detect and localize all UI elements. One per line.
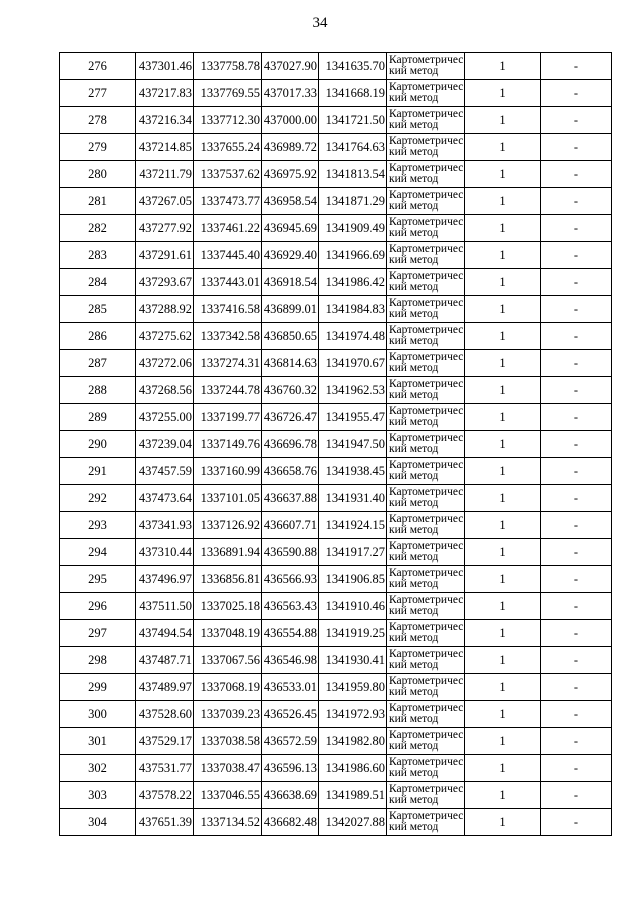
note-cell: - (541, 107, 612, 134)
table-row (60, 674, 612, 701)
note-cell: - (541, 674, 612, 701)
table-row (60, 593, 612, 620)
note-cell: - (541, 377, 612, 404)
note-cell: - (541, 161, 612, 188)
x-coordinate-cell: 437267.05 (136, 188, 194, 215)
x2-coordinate-cell: 436989.72 (262, 134, 319, 161)
x-coordinate-cell: 437310.44 (136, 539, 194, 566)
method-cell: Картометрический метод (387, 620, 465, 647)
y-coordinate-cell: 1337342.58 (194, 323, 262, 350)
accuracy-cell: 1 (465, 161, 541, 188)
note-cell: - (541, 431, 612, 458)
table-row (60, 107, 612, 134)
y2-coordinate-cell: 1341972.93 (319, 701, 387, 728)
x-coordinate-cell: 437487.71 (136, 647, 194, 674)
point-number-cell: 302 (60, 755, 136, 782)
x2-coordinate-cell: 436658.76 (262, 458, 319, 485)
point-number-cell: 282 (60, 215, 136, 242)
table-row (60, 809, 612, 836)
accuracy-cell: 1 (465, 404, 541, 431)
accuracy-cell: 1 (465, 566, 541, 593)
point-number-cell: 287 (60, 350, 136, 377)
note-cell: - (541, 809, 612, 836)
x-coordinate-cell: 437301.46 (136, 53, 194, 80)
x-coordinate-cell: 437489.97 (136, 674, 194, 701)
accuracy-cell: 1 (465, 674, 541, 701)
y-coordinate-cell: 1336891.94 (194, 539, 262, 566)
point-number-cell: 299 (60, 674, 136, 701)
table-row (60, 242, 612, 269)
x2-coordinate-cell: 436638.69 (262, 782, 319, 809)
y-coordinate-cell: 1337445.40 (194, 242, 262, 269)
point-number-cell: 297 (60, 620, 136, 647)
x-coordinate-cell: 437239.04 (136, 431, 194, 458)
note-cell: - (541, 755, 612, 782)
accuracy-cell: 1 (465, 80, 541, 107)
x2-coordinate-cell: 436566.93 (262, 566, 319, 593)
accuracy-cell: 1 (465, 107, 541, 134)
x-coordinate-cell: 437496.97 (136, 566, 194, 593)
x2-coordinate-cell: 437027.90 (262, 53, 319, 80)
page-number: 34 (312, 15, 328, 31)
accuracy-cell: 1 (465, 53, 541, 80)
x2-coordinate-cell: 436696.78 (262, 431, 319, 458)
accuracy-cell: 1 (465, 755, 541, 782)
x-coordinate-cell: 437217.83 (136, 80, 194, 107)
point-number-cell: 279 (60, 134, 136, 161)
y-coordinate-cell: 1337274.31 (194, 350, 262, 377)
table-row (60, 728, 612, 755)
table-row (60, 647, 612, 674)
table-row (60, 701, 612, 728)
table-row (60, 620, 612, 647)
method-cell: Картометрический метод (387, 161, 465, 188)
accuracy-cell: 1 (465, 242, 541, 269)
point-number-cell: 294 (60, 539, 136, 566)
table-row (60, 458, 612, 485)
note-cell: - (541, 80, 612, 107)
method-cell: Картометрический метод (387, 485, 465, 512)
x2-coordinate-cell: 436975.92 (262, 161, 319, 188)
accuracy-cell: 1 (465, 728, 541, 755)
x-coordinate-cell: 437651.39 (136, 809, 194, 836)
x2-coordinate-cell: 436929.40 (262, 242, 319, 269)
point-number-cell: 278 (60, 107, 136, 134)
method-cell: Картометрический метод (387, 593, 465, 620)
y-coordinate-cell: 1337048.19 (194, 620, 262, 647)
note-cell: - (541, 647, 612, 674)
x2-coordinate-cell: 436760.32 (262, 377, 319, 404)
table-row (60, 161, 612, 188)
table-row (60, 782, 612, 809)
y-coordinate-cell: 1337067.56 (194, 647, 262, 674)
x2-coordinate-cell: 436726.47 (262, 404, 319, 431)
method-cell: Картометрический метод (387, 404, 465, 431)
y2-coordinate-cell: 1341909.49 (319, 215, 387, 242)
table-row (60, 431, 612, 458)
y-coordinate-cell: 1337244.78 (194, 377, 262, 404)
y2-coordinate-cell: 1341668.19 (319, 80, 387, 107)
y-coordinate-cell: 1337025.18 (194, 593, 262, 620)
point-number-cell: 301 (60, 728, 136, 755)
point-number-cell: 277 (60, 80, 136, 107)
x2-coordinate-cell: 436682.48 (262, 809, 319, 836)
note-cell: - (541, 458, 612, 485)
method-cell: Картометрический метод (387, 242, 465, 269)
accuracy-cell: 1 (465, 539, 541, 566)
y-coordinate-cell: 1337046.55 (194, 782, 262, 809)
table-row (60, 404, 612, 431)
point-number-cell: 300 (60, 701, 136, 728)
note-cell: - (541, 215, 612, 242)
accuracy-cell: 1 (465, 377, 541, 404)
point-number-cell: 296 (60, 593, 136, 620)
x2-coordinate-cell: 436596.13 (262, 755, 319, 782)
x2-coordinate-cell: 437017.33 (262, 80, 319, 107)
x-coordinate-cell: 437511.50 (136, 593, 194, 620)
method-cell: Картометрический метод (387, 134, 465, 161)
point-number-cell: 290 (60, 431, 136, 458)
note-cell: - (541, 782, 612, 809)
method-cell: Картометрический метод (387, 107, 465, 134)
y2-coordinate-cell: 1341917.27 (319, 539, 387, 566)
y-coordinate-cell: 1337149.76 (194, 431, 262, 458)
x-coordinate-cell: 437578.22 (136, 782, 194, 809)
x2-coordinate-cell: 436590.88 (262, 539, 319, 566)
y2-coordinate-cell: 1341813.54 (319, 161, 387, 188)
y2-coordinate-cell: 1341984.83 (319, 296, 387, 323)
accuracy-cell: 1 (465, 134, 541, 161)
x2-coordinate-cell: 436814.63 (262, 350, 319, 377)
y2-coordinate-cell: 1341930.41 (319, 647, 387, 674)
x2-coordinate-cell: 436533.01 (262, 674, 319, 701)
x-coordinate-cell: 437277.92 (136, 215, 194, 242)
x-coordinate-cell: 437216.34 (136, 107, 194, 134)
method-cell: Картометрический метод (387, 269, 465, 296)
table-row (60, 269, 612, 296)
y-coordinate-cell: 1337769.55 (194, 80, 262, 107)
table-row (60, 53, 612, 80)
table-row (60, 512, 612, 539)
point-number-cell: 281 (60, 188, 136, 215)
y2-coordinate-cell: 1341919.25 (319, 620, 387, 647)
point-number-cell: 276 (60, 53, 136, 80)
note-cell: - (541, 593, 612, 620)
y2-coordinate-cell: 1341974.48 (319, 323, 387, 350)
accuracy-cell: 1 (465, 269, 541, 296)
y2-coordinate-cell: 1341959.80 (319, 674, 387, 701)
y2-coordinate-cell: 1341970.67 (319, 350, 387, 377)
table-row (60, 323, 612, 350)
x-coordinate-cell: 437494.54 (136, 620, 194, 647)
accuracy-cell: 1 (465, 782, 541, 809)
y2-coordinate-cell: 1341966.69 (319, 242, 387, 269)
accuracy-cell: 1 (465, 431, 541, 458)
note-cell: - (541, 404, 612, 431)
method-cell: Картометрический метод (387, 512, 465, 539)
method-cell: Картометрический метод (387, 431, 465, 458)
x-coordinate-cell: 437531.77 (136, 755, 194, 782)
note-cell: - (541, 566, 612, 593)
x2-coordinate-cell: 436554.88 (262, 620, 319, 647)
x2-coordinate-cell: 436850.65 (262, 323, 319, 350)
x2-coordinate-cell: 436899.01 (262, 296, 319, 323)
x-coordinate-cell: 437473.64 (136, 485, 194, 512)
method-cell: Картометрический метод (387, 701, 465, 728)
x-coordinate-cell: 437291.61 (136, 242, 194, 269)
point-number-cell: 303 (60, 782, 136, 809)
accuracy-cell: 1 (465, 620, 541, 647)
point-number-cell: 289 (60, 404, 136, 431)
table-row (60, 755, 612, 782)
y2-coordinate-cell: 1341924.15 (319, 512, 387, 539)
coordinates-table (59, 52, 612, 836)
note-cell: - (541, 296, 612, 323)
y-coordinate-cell: 1337038.58 (194, 728, 262, 755)
x-coordinate-cell: 437214.85 (136, 134, 194, 161)
method-cell: Картометрический метод (387, 728, 465, 755)
accuracy-cell: 1 (465, 512, 541, 539)
point-number-cell: 292 (60, 485, 136, 512)
note-cell: - (541, 539, 612, 566)
method-cell: Картометрический метод (387, 323, 465, 350)
y2-coordinate-cell: 1341962.53 (319, 377, 387, 404)
x-coordinate-cell: 437268.56 (136, 377, 194, 404)
method-cell: Картометрический метод (387, 377, 465, 404)
y-coordinate-cell: 1337101.05 (194, 485, 262, 512)
accuracy-cell: 1 (465, 485, 541, 512)
point-number-cell: 284 (60, 269, 136, 296)
y-coordinate-cell: 1337473.77 (194, 188, 262, 215)
point-number-cell: 295 (60, 566, 136, 593)
table-row (60, 377, 612, 404)
note-cell: - (541, 269, 612, 296)
point-number-cell: 288 (60, 377, 136, 404)
table-row (60, 350, 612, 377)
point-number-cell: 285 (60, 296, 136, 323)
y-coordinate-cell: 1337038.47 (194, 755, 262, 782)
y-coordinate-cell: 1337160.99 (194, 458, 262, 485)
y2-coordinate-cell: 1341947.50 (319, 431, 387, 458)
y-coordinate-cell: 1336856.81 (194, 566, 262, 593)
accuracy-cell: 1 (465, 215, 541, 242)
note-cell: - (541, 242, 612, 269)
y-coordinate-cell: 1337758.78 (194, 53, 262, 80)
note-cell: - (541, 350, 612, 377)
x-coordinate-cell: 437457.59 (136, 458, 194, 485)
y2-coordinate-cell: 1341989.51 (319, 782, 387, 809)
method-cell: Картометрический метод (387, 755, 465, 782)
x-coordinate-cell: 437255.00 (136, 404, 194, 431)
x2-coordinate-cell: 436918.54 (262, 269, 319, 296)
x2-coordinate-cell: 436945.69 (262, 215, 319, 242)
accuracy-cell: 1 (465, 323, 541, 350)
y2-coordinate-cell: 1341635.70 (319, 53, 387, 80)
y2-coordinate-cell: 1341986.60 (319, 755, 387, 782)
method-cell: Картометрический метод (387, 458, 465, 485)
y-coordinate-cell: 1337134.52 (194, 809, 262, 836)
method-cell: Картометрический метод (387, 647, 465, 674)
x2-coordinate-cell: 436546.98 (262, 647, 319, 674)
accuracy-cell: 1 (465, 296, 541, 323)
note-cell: - (541, 485, 612, 512)
x-coordinate-cell: 437341.93 (136, 512, 194, 539)
note-cell: - (541, 512, 612, 539)
x-coordinate-cell: 437528.60 (136, 701, 194, 728)
point-number-cell: 298 (60, 647, 136, 674)
method-cell: Картометрический метод (387, 53, 465, 80)
method-cell: Картометрический метод (387, 782, 465, 809)
note-cell: - (541, 701, 612, 728)
y-coordinate-cell: 1337068.19 (194, 674, 262, 701)
x2-coordinate-cell: 436958.54 (262, 188, 319, 215)
y2-coordinate-cell: 1341871.29 (319, 188, 387, 215)
x2-coordinate-cell: 436572.59 (262, 728, 319, 755)
point-number-cell: 293 (60, 512, 136, 539)
y2-coordinate-cell: 1341938.45 (319, 458, 387, 485)
y2-coordinate-cell: 1341931.40 (319, 485, 387, 512)
accuracy-cell: 1 (465, 593, 541, 620)
y2-coordinate-cell: 1341764.63 (319, 134, 387, 161)
y2-coordinate-cell: 1341986.42 (319, 269, 387, 296)
table-row (60, 80, 612, 107)
point-number-cell: 304 (60, 809, 136, 836)
table-row (60, 188, 612, 215)
x-coordinate-cell: 437275.62 (136, 323, 194, 350)
y-coordinate-cell: 1337039.23 (194, 701, 262, 728)
point-number-cell: 286 (60, 323, 136, 350)
x2-coordinate-cell: 436526.45 (262, 701, 319, 728)
x-coordinate-cell: 437272.06 (136, 350, 194, 377)
note-cell: - (541, 728, 612, 755)
table-row (60, 215, 612, 242)
y2-coordinate-cell: 1342027.88 (319, 809, 387, 836)
method-cell: Картометрический метод (387, 674, 465, 701)
note-cell: - (541, 134, 612, 161)
method-cell: Картометрический метод (387, 539, 465, 566)
y2-coordinate-cell: 1341721.50 (319, 107, 387, 134)
method-cell: Картометрический метод (387, 215, 465, 242)
x-coordinate-cell: 437288.92 (136, 296, 194, 323)
y-coordinate-cell: 1337126.92 (194, 512, 262, 539)
method-cell: Картометрический метод (387, 296, 465, 323)
y2-coordinate-cell: 1341910.46 (319, 593, 387, 620)
method-cell: Картометрический метод (387, 566, 465, 593)
accuracy-cell: 1 (465, 701, 541, 728)
y-coordinate-cell: 1337461.22 (194, 215, 262, 242)
note-cell: - (541, 53, 612, 80)
y-coordinate-cell: 1337443.01 (194, 269, 262, 296)
table-row (60, 296, 612, 323)
accuracy-cell: 1 (465, 350, 541, 377)
point-number-cell: 291 (60, 458, 136, 485)
point-number-cell: 283 (60, 242, 136, 269)
y-coordinate-cell: 1337199.77 (194, 404, 262, 431)
y-coordinate-cell: 1337655.24 (194, 134, 262, 161)
accuracy-cell: 1 (465, 647, 541, 674)
method-cell: Картометрический метод (387, 80, 465, 107)
note-cell: - (541, 620, 612, 647)
accuracy-cell: 1 (465, 188, 541, 215)
x-coordinate-cell: 437293.67 (136, 269, 194, 296)
y-coordinate-cell: 1337712.30 (194, 107, 262, 134)
table-row (60, 539, 612, 566)
y-coordinate-cell: 1337416.58 (194, 296, 262, 323)
x2-coordinate-cell: 437000.00 (262, 107, 319, 134)
note-cell: - (541, 323, 612, 350)
accuracy-cell: 1 (465, 458, 541, 485)
x2-coordinate-cell: 436607.71 (262, 512, 319, 539)
method-cell: Картометрический метод (387, 350, 465, 377)
x-coordinate-cell: 437529.17 (136, 728, 194, 755)
method-cell: Картометрический метод (387, 809, 465, 836)
y2-coordinate-cell: 1341982.80 (319, 728, 387, 755)
y2-coordinate-cell: 1341955.47 (319, 404, 387, 431)
x2-coordinate-cell: 436637.88 (262, 485, 319, 512)
point-number-cell: 280 (60, 161, 136, 188)
table-row (60, 566, 612, 593)
method-cell: Картометрический метод (387, 188, 465, 215)
y2-coordinate-cell: 1341906.85 (319, 566, 387, 593)
note-cell: - (541, 188, 612, 215)
y-coordinate-cell: 1337537.62 (194, 161, 262, 188)
x2-coordinate-cell: 436563.43 (262, 593, 319, 620)
table-row (60, 485, 612, 512)
x-coordinate-cell: 437211.79 (136, 161, 194, 188)
table-row (60, 134, 612, 161)
accuracy-cell: 1 (465, 809, 541, 836)
